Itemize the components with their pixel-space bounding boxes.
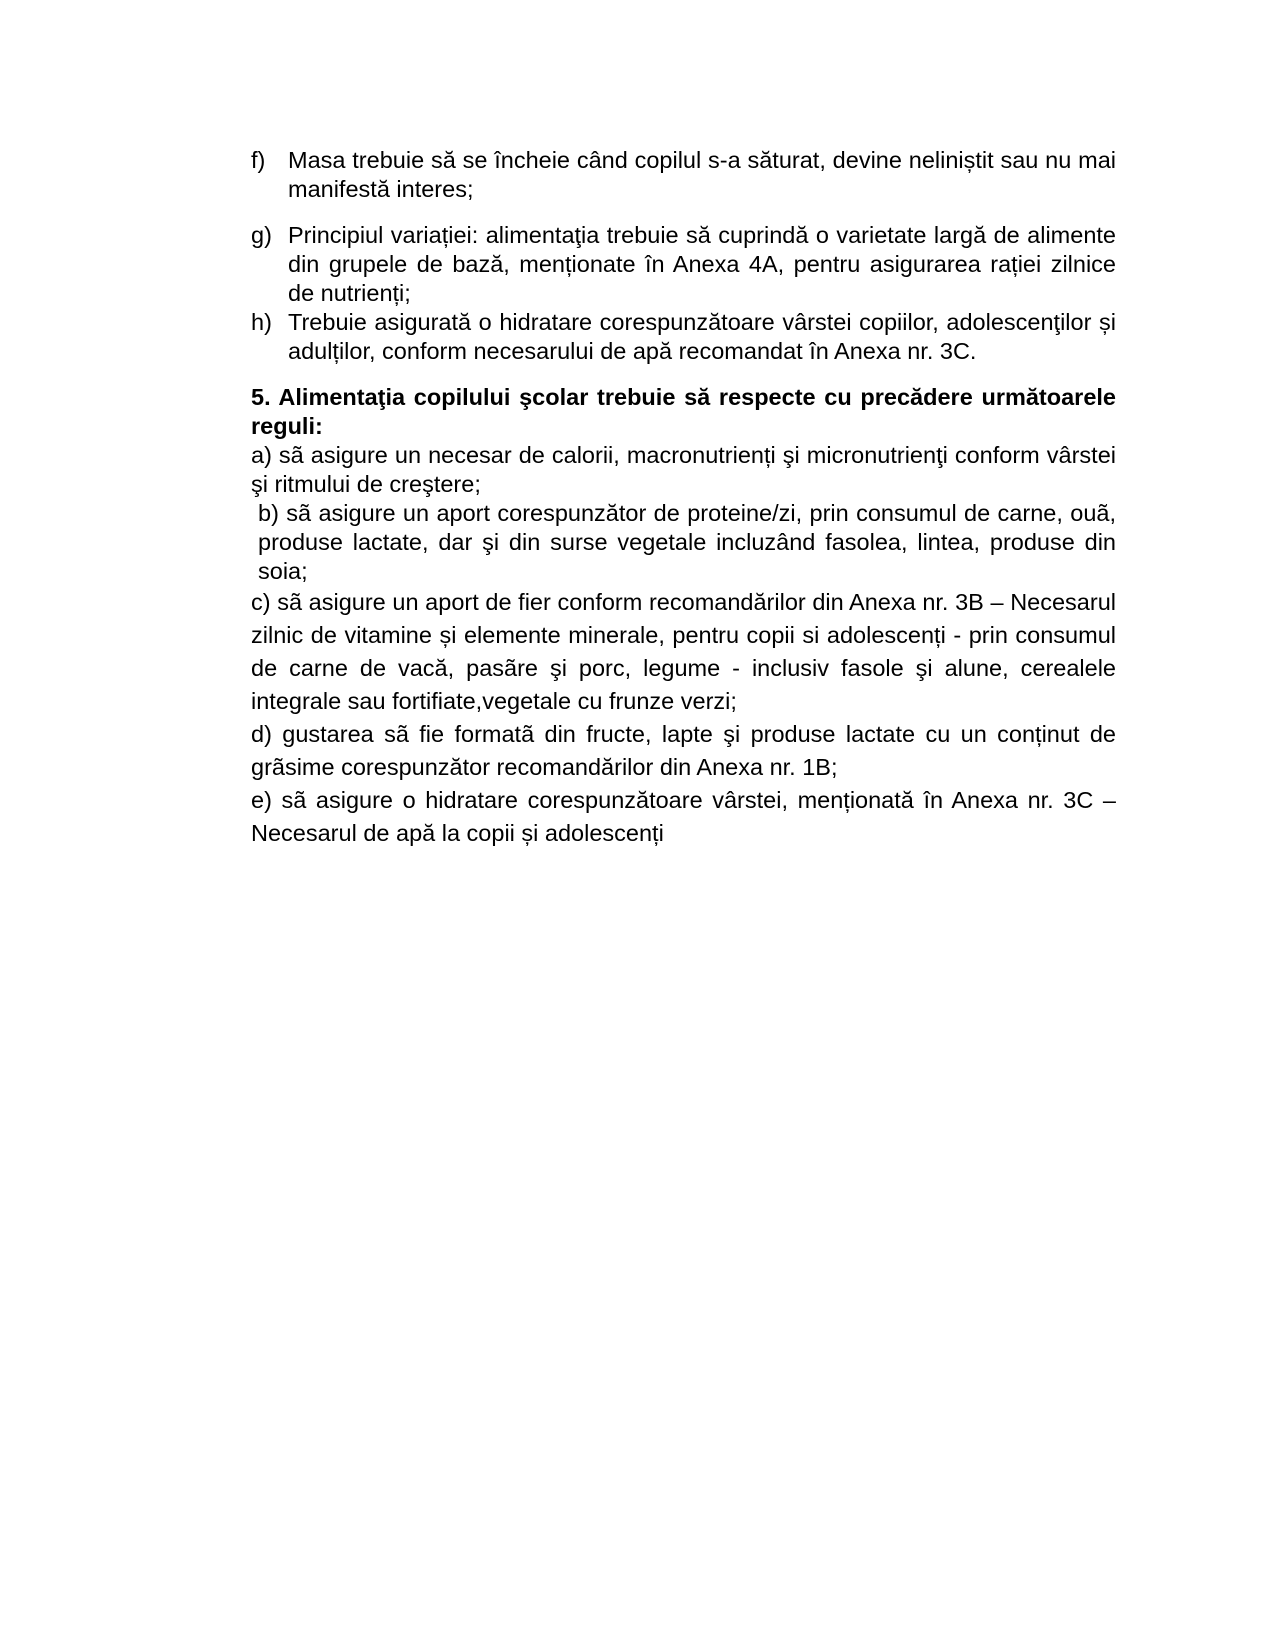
- page-content: [251, 146, 1116, 850]
- list-item-text: Principiul variației: alimentaţia trebuie să cuprindă o varietate largă de alimente din grupele de bază, menționate în Anexa 4A, pentru asigurarea rației zilnice de nutrienți;: [288, 222, 1116, 306]
- paragraph-b: b) sã asigure un aport corespunzător de proteine/zi, prin consumul de carne, ouã, produse lactate, dar şi din surse vegetale incluzând fasolea, lintea, produse din soia;: [258, 500, 1116, 584]
- paragraph-a: a) sã asigure un necesar de calorii, macronutrienți şi micronutrienţi conform vârstei şi ritmului de creştere;: [251, 442, 1116, 497]
- paragraph-e: e) sã asigure o hidratare corespunzătoare vârstei, menționată în Anexa nr. 3C – Necesarul de apă la copii și adolescenți: [251, 787, 1116, 846]
- list-item-f: [251, 146, 1116, 204]
- list-marker: f): [251, 147, 266, 173]
- paragraph-d: d) gustarea sã fie formatã din fructe, lapte şi produse lactate cu un conținut de grãsime corespunzător recomandărilor din Anexa nr. 1B;: [251, 721, 1116, 780]
- section-heading: 5. Alimentaţia copilului şcolar trebuie să respecte cu precădere următoarele reguli:: [251, 384, 1116, 439]
- list-marker: g): [251, 222, 272, 248]
- list-item-g: [251, 221, 1116, 308]
- paragraph-c: c) sã asigure un aport de fier conform recomandărilor din Anexa nr. 3B – Necesarul zilnic de vitamine și elemente minerale, pentru copii si adolescenți - prin consumul de carne de vacă, pasãre şi porc, legume - inclusiv fasole şi alune, cerealele integrale sau fortifiate,vegetale cu frunze verzi;: [251, 589, 1116, 714]
- list-item-text: Trebuie asigurată o hidratare corespunzătoare vârstei copiilor, adolescenţilor și adulților, conform necesarului de apă recomandat în Anexa nr. 3C.: [288, 309, 1116, 364]
- list-item-text: Masa trebuie să se încheie când copilul s-a săturat, devine neliniștit sau nu mai manifestă interes;: [288, 147, 1116, 202]
- list-marker: h): [251, 309, 272, 335]
- list-item-h: [251, 308, 1116, 366]
